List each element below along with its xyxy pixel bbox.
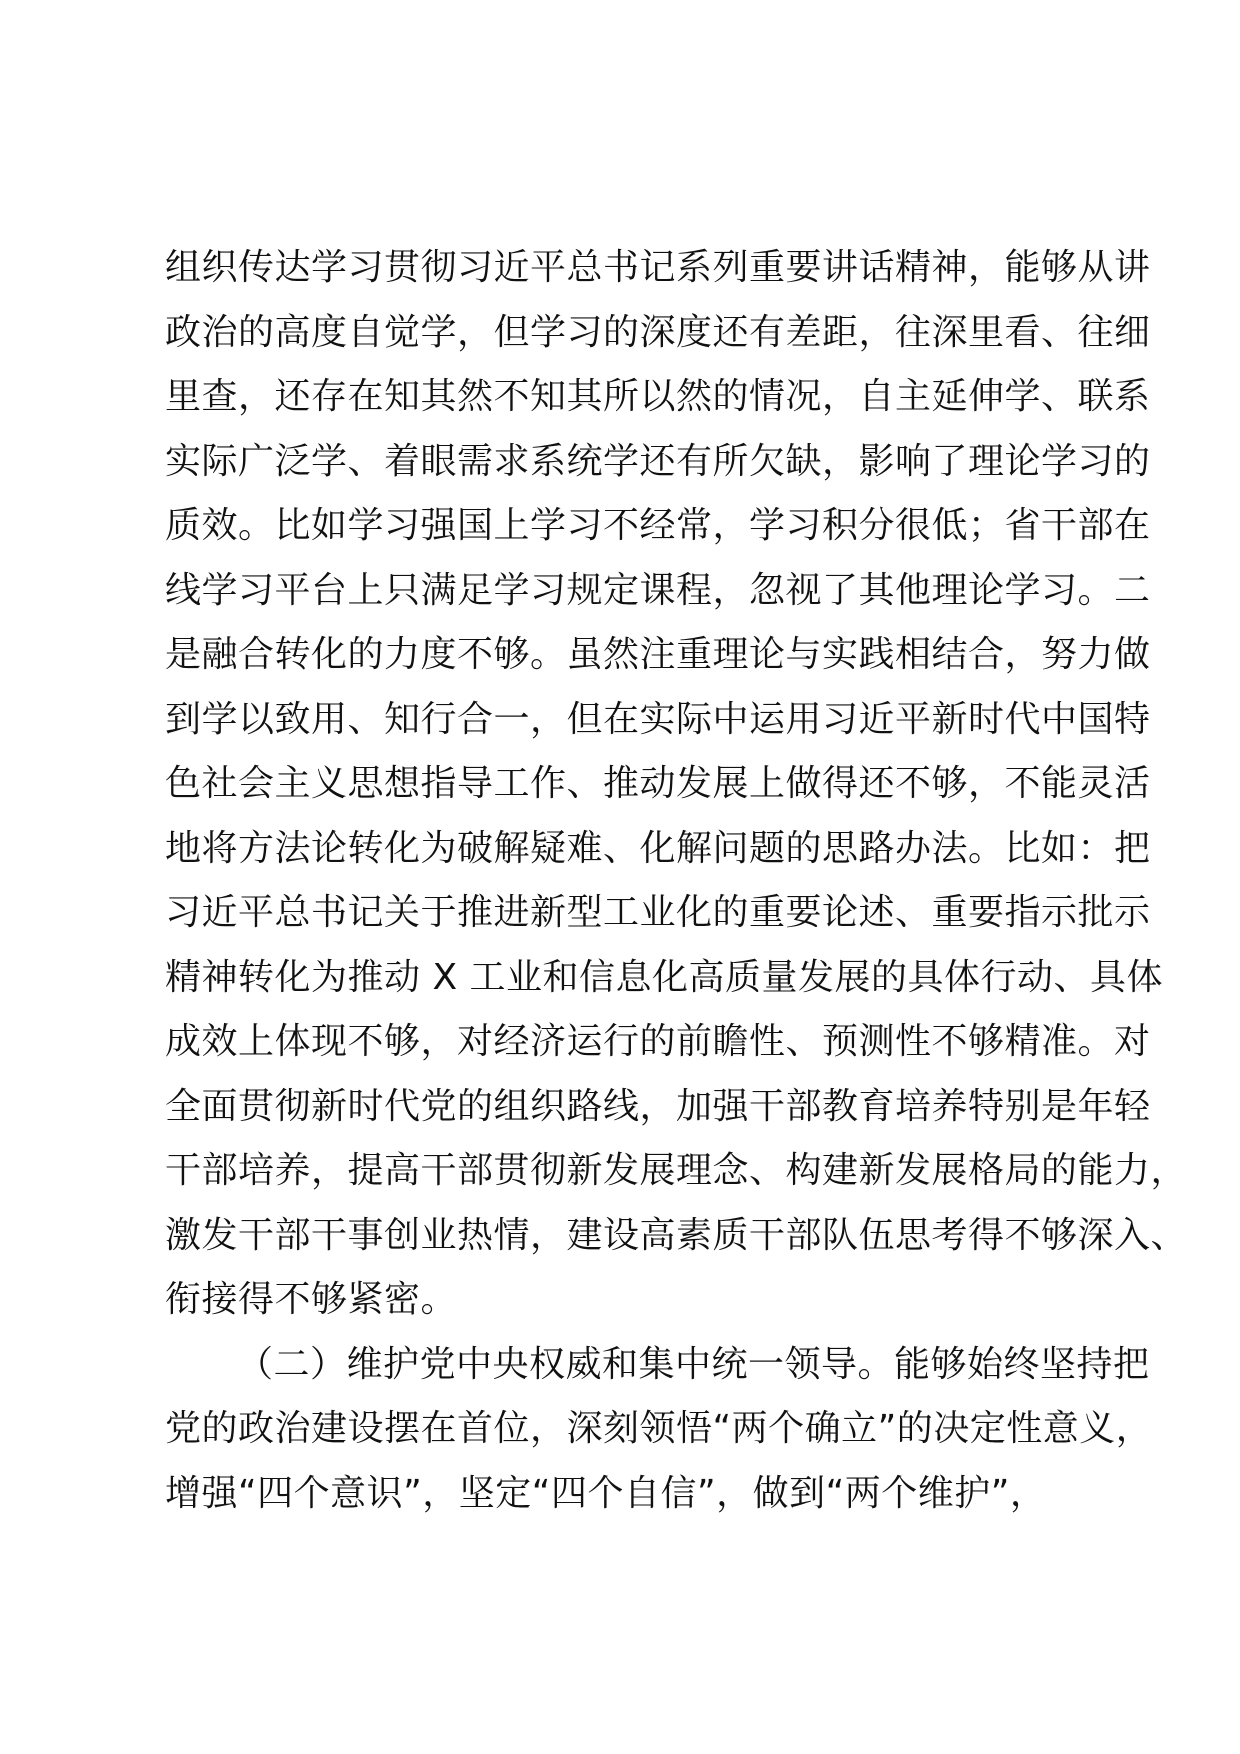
text-line: 地将方法论转化为破解疑难、化解问题的思路办法。比如：把 (165, 827, 1151, 869)
text-line: 习近平总书记关于推进新型工业化的重要论述、重要指示批示 (165, 892, 1151, 933)
body-text (165, 236, 1188, 1526)
text-line: 到学以致用、知行合一，但在实际中运用习近平新时代中国特 (165, 698, 1151, 740)
text-line: 里查，还存在知其然不知其所以然的情况，自主延伸学、联系 (165, 376, 1151, 417)
text-line: 增强“四个意识”，坚定“四个自信”，做到“两个维护”， (165, 1472, 1047, 1514)
text-line: 干部培养，提高干部贯彻新发展理念、构建新发展格局的能力， (165, 1150, 1188, 1191)
text-line: 线学习平台上只满足学习规定课程，忽视了其他理论学习。二 (165, 569, 1151, 611)
text-line: 是融合转化的力度不够。虽然注重理论与实践相结合，努力做 (165, 634, 1151, 675)
text-line: 激发干部干事创业热情，建设高素质干部队伍思考得不够深入、 (165, 1214, 1188, 1256)
text-line: 质效。比如学习强国上学习不经常，学习积分很低；省干部在 (165, 505, 1151, 546)
text-line: 成效上体现不够，对经济运行的前瞻性、预测性不够精准。对 (165, 1021, 1151, 1062)
text-line: 党的政治建设摆在首位，深刻领悟“两个确立”的决定性意义， (165, 1408, 1153, 1449)
text-line: 色社会主义思想指导工作、推动发展上做得还不够，不能灵活 (165, 763, 1151, 804)
text-line: 衔接得不够紧密。 (165, 1279, 458, 1320)
text-line: 全面贯彻新时代党的组织路线，加强干部教育培养特别是年轻 (165, 1085, 1151, 1127)
text-line: 组织传达学习贯彻习近平总书记系列重要讲话精神，能够从讲 (165, 247, 1151, 288)
text-line: 精神转化为推动 X 工业和信息化高质量发展的具体行动、具体 (165, 956, 1164, 998)
text-line: 政治的高度自觉学，但学习的深度还有差距，往深里看、往细 (165, 311, 1151, 353)
text-line: 实际广泛学、着眼需求系统学还有所欠缺，影响了理论学习的 (165, 440, 1151, 482)
section-heading-line: （二）维护党中央权威和集中统一领导。能够始终坚持把 (237, 1343, 1150, 1385)
